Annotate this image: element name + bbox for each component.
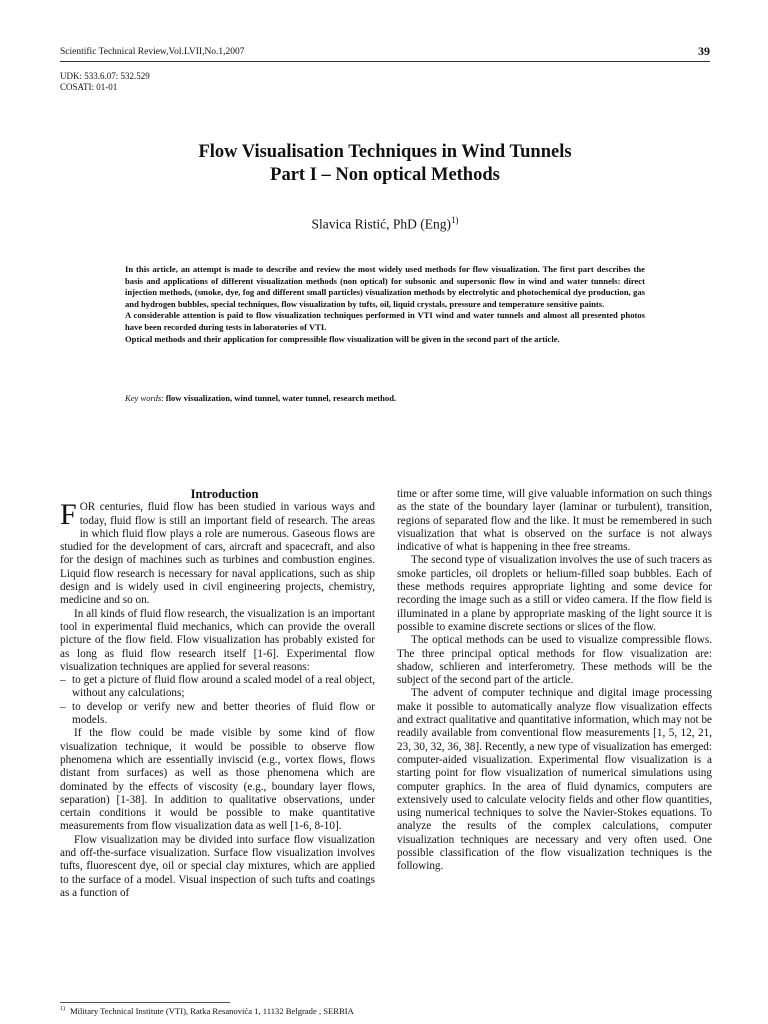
- journal-citation: Scientific Technical Review,Vol.LVII,No.1,2007: [60, 47, 245, 57]
- abstract: [125, 264, 645, 345]
- body-column-left: [60, 488, 375, 900]
- body-paragraph: The advent of computer technique and digital image processing make it possible to automatically analyze flow visualization effects and extract qualitative and quantitative information, which may not be readily available from conventional flow measurements [1, 5, 12, 21, 23, 30, 32, 36, 38]. Recently, a new type of visualization has emerged: computer-aided visualization. Experimental flow visualization is a starting point for flow visualization of numerical simulations using computer graphics. In the area of fluid dynamics, computers are extensively used to calculate velocity fields and other flow quantities, using numerical techniques to solve the Navier-Stokes equations. To analyze the results of the complex calculations, computer visualization techniques are necessary and very often used. One possible classification of the flow visualization techniques is the following.: [397, 687, 713, 873]
- footnote-mark: 1): [60, 1006, 65, 1013]
- abstract-paragraph: In this article, an attempt is made to describe and review the most widely used methods for flow visualization. The first part describes the basis and applications of different visualization methods (non optical) for subsonic and supersonic flow in wind and water tunnels: direct injection methods, (smoke, dye, fog and different small particles) visualization methods by electrolytic and photochemical dye production, gas and hydrogen bubbles, special techniques, flow visualization by tufts, oil, liquid crystals, pressure and temperature sensitive paints.: [125, 264, 645, 309]
- body-paragraph: time or after some time, will give valuable information on such things as the state of the boundary layer (laminar or turbulent), transition, regions of separated flow and the like. It must be remembered in such visualization that what is observed on the surface is not always indicative of what is happening in thee free streams.: [397, 488, 712, 554]
- list-item-text: to develop or verify new and better theories of fluid flow or models.: [72, 700, 375, 727]
- body-paragraph: [60, 498, 375, 607]
- cosati-code: COSATI: 01-01: [60, 82, 118, 92]
- paper-subtitle: Part I – Non optical Methods: [270, 165, 500, 185]
- author-name: Slavica Ristić, PhD (Eng): [311, 216, 451, 232]
- abstract-paragraph: Optical methods and their application for compressible flow visualization will be given in the second part of the article.: [125, 333, 560, 344]
- keywords-separator: :: [161, 393, 166, 403]
- author: [60, 215, 710, 233]
- body-paragraph: The optical methods can be used to visualize compressible flows. The three principal optical methods for flow visualization are: shadow, schlieren and interferometry. These methods will be the subject of the second part of the article.: [397, 634, 712, 687]
- list-item: [60, 701, 375, 728]
- header-rule: [60, 61, 710, 62]
- paper-title: Flow Visualisation Techniques in Wind Tunnels: [198, 142, 572, 162]
- section-heading: Introduction: [190, 487, 259, 501]
- udk-code: UDK: 533.6.07: 532.529: [60, 71, 150, 81]
- keywords-label: Key words: [125, 393, 162, 403]
- author-affiliation-mark: 1): [450, 215, 459, 225]
- keywords-values: flow visualization, wind tunnel, water tunnel, research method.: [165, 393, 397, 403]
- footnote-text: Military Technical Institute (VTI), Ratka Resanovića 1, 11132 Belgrade , SERBIA: [70, 1006, 354, 1016]
- list-item: [60, 674, 375, 701]
- page-number: 39: [698, 44, 710, 58]
- paragraph-text: OR centuries, fluid flow has been studied in various ways and today, fluid flow is still an important field of research. The areas in which fluid flow plays a role are numerous. Gaseous flows are studied for the development of cars, aircraft and spacecraft, and also for the design of machines such as turbines and combustion engines. Liquid flow research is necessary for naval applications, such as ship design and is widely used in civil engineering projects, chemistry, medicine and so on.: [60, 501, 375, 607]
- body-column-right: [397, 488, 712, 874]
- list-dash: –: [60, 674, 66, 687]
- keywords: [125, 393, 645, 403]
- body-paragraph: In all kinds of fluid flow research, the visualization is an important tool in experimental fluid mechanics, which can provide the overall picture of the flow field. Flow visualization has probably existed for as long as fluid flow research itself [1-6]. Experimental flow visualization techniques are applied for several reasons:: [60, 607, 375, 673]
- footnote-rule: [60, 1002, 230, 1003]
- drop-cap: F: [60, 498, 77, 532]
- footnote: [60, 1006, 354, 1016]
- body-paragraph: The second type of visualization involves the use of such tracers as smoke particles, oil droplets or helium-filled soap bubbles. Each of these methods requires appropriate lighting and some device for recording the image such as a still or video camera. If the flow field is illuminated in a plane by appropriate masking of the light source it is possible to examine discrete sections or slices of the flow.: [397, 554, 712, 633]
- body-paragraph: Flow visualization may be divided into surface flow visualization and off-the-surface visualization. Surface flow visualization involves tufts, fluorescent dye, oil or special clay mixtures, which are applied to the surface of a model. Visual inspection of such tufts and coatings as a function of: [60, 833, 375, 899]
- list-dash: –: [60, 700, 66, 713]
- body-paragraph: If the flow could be made visible by some kind of flow visualization technique, it would be possible to observe flow phenomena which are essentially inviscid (e.g., vortex flows, flows distant from surfaces) as well as those phenomena which are dominated by the effects of viscosity (e.g., boundary layer flows, separation) [1-38]. In addition to qualitative observations, under certain conditions it would be possible to make quantitative measurements from flow visualization data as well [1-6, 8-10].: [60, 727, 375, 833]
- abstract-paragraph: A considerable attention is paid to flow visualization techniques performed in VTI wind and water tunnels and almost all presented photos have been recorded during tests in laboratories of VTI.: [125, 310, 645, 332]
- list-item-text: to get a picture of fluid flow around a scaled model of a real object, without any calculations;: [72, 674, 375, 700]
